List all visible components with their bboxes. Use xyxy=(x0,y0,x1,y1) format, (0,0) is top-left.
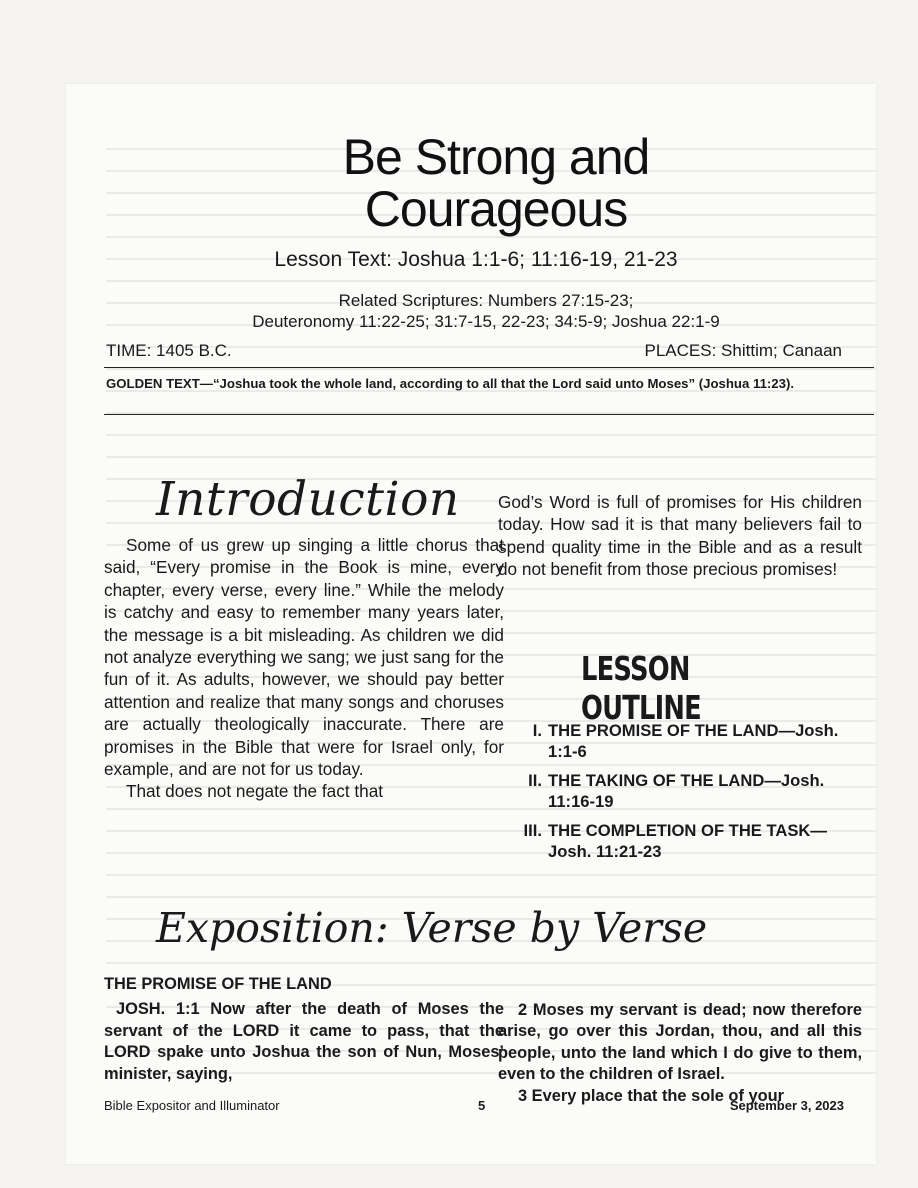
outline-item-number: II. xyxy=(528,771,542,790)
introduction-heading: Introduction xyxy=(156,472,460,527)
exposition-right-column xyxy=(498,1000,862,1107)
exposition-heading: Exposition: Verse by Verse xyxy=(156,904,708,952)
related-scriptures xyxy=(196,290,776,332)
verse-2: 2 Moses my servant is dead; now therefore arise, go over this Jordan, thou, and all this people, unto the land which I do give to them, even to the children of Israel. xyxy=(498,1001,862,1084)
title-line-2: Courageous xyxy=(364,181,628,237)
divider-bottom xyxy=(104,414,874,415)
intro-paragraph-2: That does not negate the fact that xyxy=(126,781,384,802)
outline-item-text: THE PROMISE OF THE LAND—Josh. 1:1-6 xyxy=(548,721,839,761)
title-line-1: Be Strong and xyxy=(342,129,650,185)
introduction-right-column xyxy=(498,491,862,581)
related-line-1: Related Scriptures: Numbers 27:15-23; xyxy=(338,291,634,310)
verse-1: JOSH. 1:1 Now after the death of Moses the servant of the LORD it came to pass, that the LORD spake unto Joshua the son of Nun, Moses’ minister, saying, xyxy=(104,1000,504,1083)
outline-item-text: THE TAKING OF THE LAND—Josh. 11:16-19 xyxy=(548,771,825,811)
verse-3: 3 Every place that the sole of your xyxy=(518,1086,784,1105)
divider-top xyxy=(104,367,874,368)
outline-item-number: III. xyxy=(523,821,542,840)
exposition-subheading: THE PROMISE OF THE LAND xyxy=(104,975,332,993)
outline-item xyxy=(516,820,866,862)
time-label: TIME: 1405 B.C. xyxy=(106,341,232,360)
lesson-outline-heading: LESSON OUTLINE xyxy=(581,649,701,727)
document-page xyxy=(66,84,876,1164)
footer-page-number: 5 xyxy=(478,1098,486,1113)
footer-publication: Bible Expositor and Illuminator xyxy=(104,1098,280,1113)
footer-date: September 3, 2023 xyxy=(729,1098,844,1113)
outline-item-number: I. xyxy=(532,721,542,740)
lesson-title xyxy=(326,131,666,235)
golden-text: GOLDEN TEXT—“Joshua took the whole land, according to all that the Lord said unto Moses” (Joshua 11:23). xyxy=(106,376,795,391)
lesson-outline-list xyxy=(516,720,866,870)
related-line-2: Deuteronomy 11:22-25; 31:7-15, 22-23; 34:5-9; Joshua 22:1-9 xyxy=(252,312,720,331)
lesson-text-reference: Lesson Text: Joshua 1:1-6; 11:16-19, 21-23 xyxy=(274,248,678,271)
outline-item xyxy=(516,770,866,812)
outline-item xyxy=(516,720,866,762)
introduction-left-column xyxy=(104,534,504,803)
intro-continued: God’s Word is full of promises for His children today. How sad it is that many believers fail to spend quality time in the Bible and as a result do not benefit from those precious promises! xyxy=(498,492,862,580)
outline-item-text: THE COMPLETION OF THE TASK—Josh. 11:21-23 xyxy=(548,821,828,861)
exposition-left-column xyxy=(104,974,504,1085)
intro-paragraph-1: Some of us grew up singing a little chorus that said, “Every promise in the Book is mine, every chapter, every verse, every line.” While the melody is catchy and easy to remember many years later, the message is a bit misleading. As children we did not analyze everything we sang; we just sang for the fun of it. As adults, however, we should pay better attention and realize that many songs and choruses are actually theologically inaccurate. There are promises in the Bible that were for Israel only, for example, and are not for us today. xyxy=(104,535,504,780)
places-label: PLACES: Shittim; Canaan xyxy=(644,341,842,360)
